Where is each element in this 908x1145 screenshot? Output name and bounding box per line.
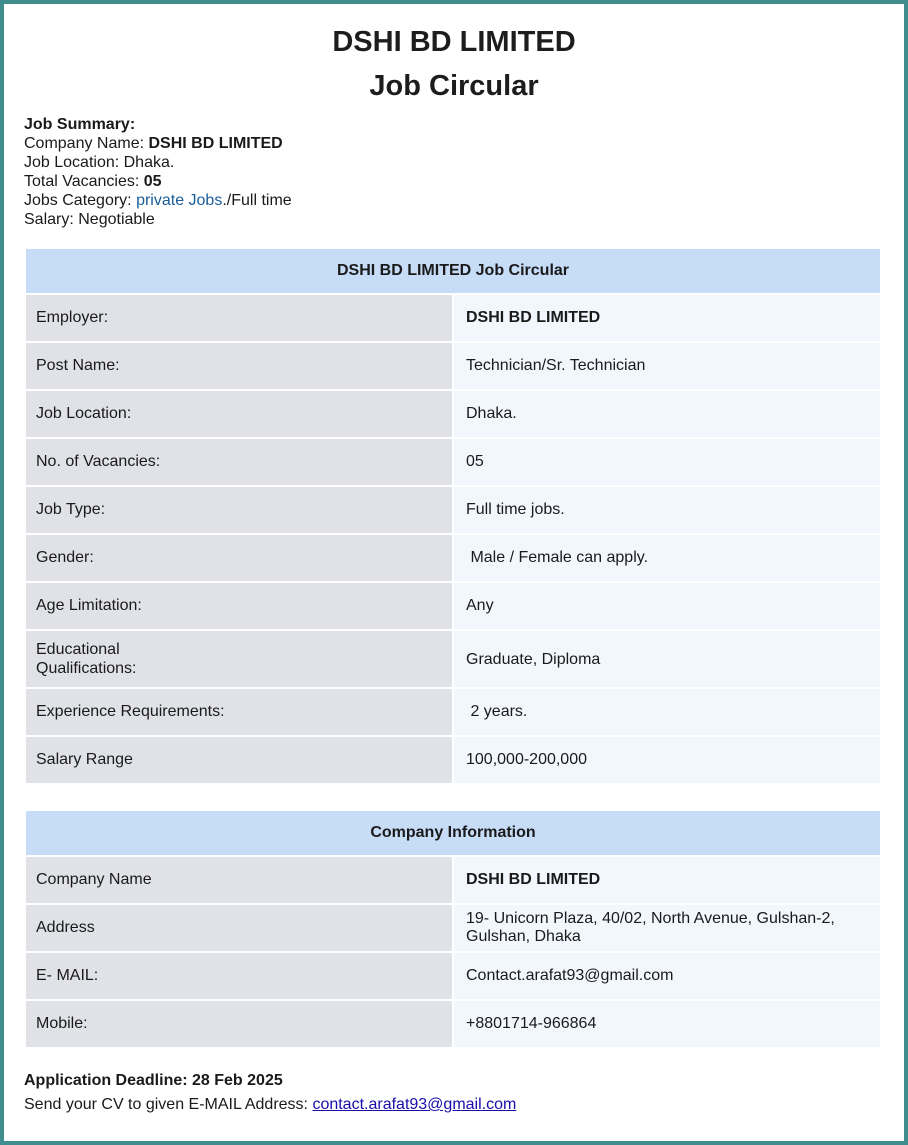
age-limitation-value: Any [454, 583, 880, 629]
table-row [26, 1001, 880, 1047]
send-cv-text: Send your CV to given E-MAIL Address: [24, 1096, 313, 1113]
summary-company-label: Company Name: [24, 135, 149, 152]
education-label [26, 631, 452, 687]
job-type-value: Full time jobs. [454, 487, 880, 533]
job-table-heading: DSHI BD LIMITED Job Circular [26, 249, 880, 293]
gender-value: Male / Female can apply. [454, 535, 880, 581]
summary-company [24, 134, 292, 153]
company-name-label: Company Name [26, 857, 452, 903]
address-label: Address [26, 905, 452, 951]
summary-heading: Job Summary: [24, 116, 136, 133]
page-title: Job Circular [369, 70, 539, 102]
summary-category [24, 191, 292, 210]
experience-label: Experience Requirements: [26, 689, 452, 735]
company-table-heading: Company Information [26, 811, 880, 855]
mobile-label: Mobile: [26, 1001, 452, 1047]
education-label-line1: Educational [36, 641, 120, 658]
category-link[interactable]: private Jobs [136, 192, 223, 209]
summary-location: Job Location: Dhaka. [24, 154, 175, 171]
application-deadline: Application Deadline: 28 Feb 2025 [24, 1072, 283, 1089]
send-cv-line [24, 1093, 516, 1117]
post-name-value: Technician/Sr. Technician [454, 343, 880, 389]
table-row [26, 689, 880, 735]
table-row [26, 857, 880, 903]
job-circular-table [24, 247, 882, 785]
company-title: DSHI BD LIMITED [332, 26, 576, 58]
gender-label: Gender: [26, 535, 452, 581]
company-information-table [24, 809, 882, 1049]
table-row [26, 905, 880, 951]
education-label-line2: Qualifications: [36, 660, 137, 677]
table-row [26, 391, 880, 437]
table-row [26, 535, 880, 581]
summary-vacancies-value: 05 [143, 173, 162, 190]
mobile-value: +8801714-966864 [454, 1001, 880, 1047]
job-summary [24, 115, 292, 229]
summary-company-value: DSHI BD LIMITED [148, 135, 283, 152]
vacancies-label: No. of Vacancies: [26, 439, 452, 485]
table-row [26, 487, 880, 533]
table-row [26, 343, 880, 389]
summary-category-label: Jobs Category: [24, 192, 137, 209]
summary-category-suffix: ./Full time [222, 192, 292, 209]
summary-vacancies-label: Total Vacancies: [24, 173, 144, 190]
table-row [26, 953, 880, 999]
employer-label: Employer: [26, 295, 452, 341]
age-limitation-label: Age Limitation: [26, 583, 452, 629]
salary-range-value: 100,000-200,000 [454, 737, 880, 783]
summary-vacancies [24, 172, 292, 191]
experience-value: 2 years. [454, 689, 880, 735]
education-value: Graduate, Diploma [454, 631, 880, 687]
email-value: Contact.arafat93@gmail.com [454, 953, 880, 999]
job-location-label: Job Location: [26, 391, 452, 437]
post-name-label: Post Name: [26, 343, 452, 389]
table-row [26, 737, 880, 783]
summary-salary: Salary: Negotiable [24, 211, 155, 228]
employer-value: DSHI BD LIMITED [454, 295, 880, 341]
email-label: E- MAIL: [26, 953, 452, 999]
table-row [26, 583, 880, 629]
salary-range-label: Salary Range [26, 737, 452, 783]
address-value: 19- Unicorn Plaza, 40/02, North Avenue, Gulshan-2, Gulshan, Dhaka [454, 905, 880, 951]
vacancies-value: 05 [454, 439, 880, 485]
table-row [26, 631, 880, 687]
company-name-value: DSHI BD LIMITED [454, 857, 880, 903]
job-location-value: Dhaka. [454, 391, 880, 437]
application-footer [24, 1070, 516, 1117]
job-type-label: Job Type: [26, 487, 452, 533]
table-row [26, 439, 880, 485]
email-link[interactable]: contact.arafat93@gmail.com [312, 1096, 517, 1113]
table-row [26, 295, 880, 341]
